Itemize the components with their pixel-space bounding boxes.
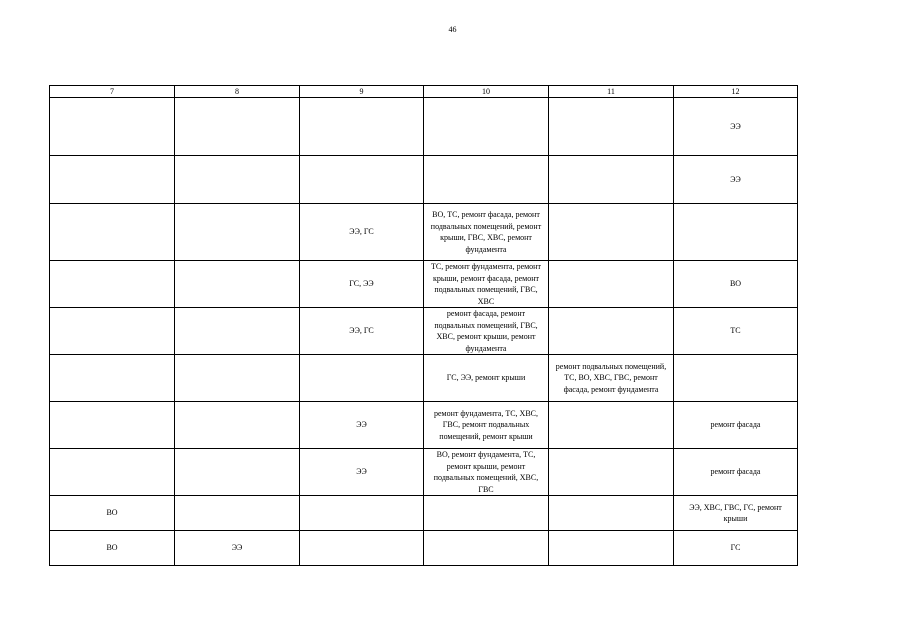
table-cell bbox=[175, 355, 300, 402]
table-cell bbox=[175, 402, 300, 449]
table-row bbox=[50, 496, 798, 531]
table-cell: ремонт подвальных помещений, ТС, ВО, ХВС, ГВС, ремонт фасада, ремонт фундамента bbox=[549, 355, 674, 402]
table-cell bbox=[674, 355, 798, 402]
table-cell bbox=[549, 261, 674, 308]
table-cell: ремонт фундамента, ТС, ХВС, ГВС, ремонт подвальных помещений, ремонт крыши bbox=[424, 402, 549, 449]
table-cell bbox=[549, 402, 674, 449]
table-cell bbox=[50, 98, 175, 156]
table-body bbox=[50, 98, 798, 566]
table-cell bbox=[300, 98, 424, 156]
table-cell: ЭЭ, ГС bbox=[300, 308, 424, 355]
page-number: 46 bbox=[448, 25, 457, 34]
table-cell bbox=[549, 449, 674, 496]
table-cell: ГС, ЭЭ, ремонт крыши bbox=[424, 355, 549, 402]
table-row bbox=[50, 156, 798, 204]
table-cell bbox=[50, 449, 175, 496]
table-cell bbox=[674, 204, 798, 261]
column-header: 12 bbox=[674, 86, 798, 98]
table-cell bbox=[175, 308, 300, 355]
table-row bbox=[50, 204, 798, 261]
table-cell: ГС bbox=[674, 531, 798, 566]
table-cell: ремонт фасада, ремонт подвальных помещений, ГВС, ХВС, ремонт крыши, ремонт фундамента bbox=[424, 308, 549, 355]
table-cell bbox=[549, 204, 674, 261]
table-cell bbox=[50, 156, 175, 204]
table-cell bbox=[424, 531, 549, 566]
table-cell bbox=[50, 261, 175, 308]
table-cell bbox=[424, 98, 549, 156]
table-cell bbox=[175, 261, 300, 308]
table-cell bbox=[549, 496, 674, 531]
table-cell bbox=[300, 355, 424, 402]
table-row bbox=[50, 308, 798, 355]
table-header bbox=[50, 86, 798, 98]
column-header: 11 bbox=[549, 86, 674, 98]
table-cell: ВО bbox=[674, 261, 798, 308]
table-cell bbox=[175, 156, 300, 204]
table-cell: ЭЭ bbox=[674, 156, 798, 204]
table-cell bbox=[549, 156, 674, 204]
table-cell bbox=[300, 496, 424, 531]
table-cell: ТС bbox=[674, 308, 798, 355]
column-header: 9 bbox=[300, 86, 424, 98]
column-header: 8 bbox=[175, 86, 300, 98]
table-row bbox=[50, 449, 798, 496]
table-cell bbox=[50, 204, 175, 261]
column-header: 10 bbox=[424, 86, 549, 98]
table-cell: ВО bbox=[50, 496, 175, 531]
table-cell bbox=[175, 98, 300, 156]
table-row bbox=[50, 98, 798, 156]
table-cell bbox=[549, 531, 674, 566]
table-cell: ЭЭ bbox=[300, 449, 424, 496]
header-row bbox=[50, 86, 798, 98]
table-cell bbox=[50, 402, 175, 449]
table-cell bbox=[300, 156, 424, 204]
table-row bbox=[50, 402, 798, 449]
table-cell bbox=[549, 98, 674, 156]
table-row bbox=[50, 531, 798, 566]
table-row bbox=[50, 355, 798, 402]
table-cell: ремонт фасада bbox=[674, 402, 798, 449]
table-cell: ТС, ремонт фундамента, ремонт крыши, ремонт фасада, ремонт подвальных помещений, ГВС, ХВС bbox=[424, 261, 549, 308]
table-cell: ЭЭ bbox=[300, 402, 424, 449]
table-row bbox=[50, 261, 798, 308]
table-cell bbox=[50, 355, 175, 402]
table-cell: ЭЭ, ХВС, ГВС, ГС, ремонт крыши bbox=[674, 496, 798, 531]
table-cell: ВО bbox=[50, 531, 175, 566]
table-cell: ЭЭ bbox=[175, 531, 300, 566]
table-cell bbox=[424, 496, 549, 531]
table-cell bbox=[549, 308, 674, 355]
table-cell bbox=[175, 204, 300, 261]
column-header: 7 bbox=[50, 86, 175, 98]
table-cell bbox=[175, 449, 300, 496]
table-cell: ЭЭ, ГС bbox=[300, 204, 424, 261]
table-cell bbox=[300, 531, 424, 566]
table-cell: ВО, ремонт фундамента, ТС, ремонт крыши, ремонт подвальных помещений, ХВС, ГВС bbox=[424, 449, 549, 496]
data-table bbox=[49, 85, 798, 566]
table-cell: ГС, ЭЭ bbox=[300, 261, 424, 308]
table-cell bbox=[50, 308, 175, 355]
table-cell bbox=[424, 156, 549, 204]
table-cell: ВО, ТС, ремонт фасада, ремонт подвальных помещений, ремонт крыши, ГВС, ХВС, ремонт фундамента bbox=[424, 204, 549, 261]
table-cell bbox=[175, 496, 300, 531]
table-cell: ремонт фасада bbox=[674, 449, 798, 496]
table-cell: ЭЭ bbox=[674, 98, 798, 156]
